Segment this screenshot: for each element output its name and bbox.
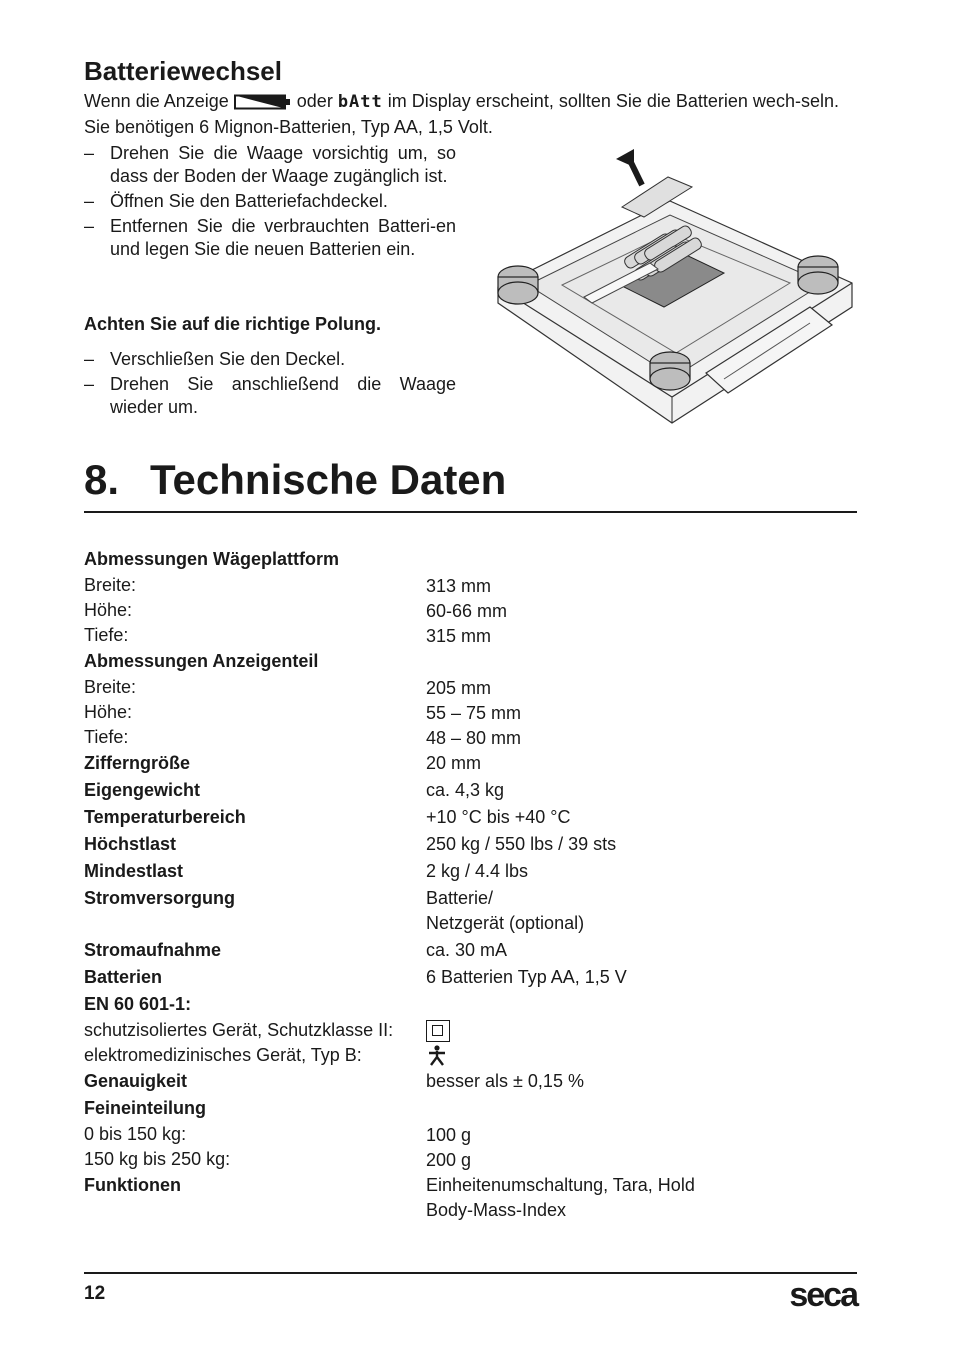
battery-low-icon xyxy=(234,94,292,110)
step-dash: – xyxy=(84,374,95,394)
spec-row xyxy=(84,1043,857,1068)
polarity-note: Achten Sie auf die richtige Polung. xyxy=(84,314,382,334)
spec-value: 20 mm xyxy=(426,753,482,773)
spec-label: Breite: xyxy=(84,677,137,697)
section-number: 8. xyxy=(84,456,120,503)
spec-label: Genauigkeit xyxy=(84,1071,188,1091)
footer-divider xyxy=(84,1272,857,1274)
spec-row xyxy=(84,573,857,598)
lcd-batt-text: bAtt xyxy=(337,92,383,112)
page-number: 12 xyxy=(84,1283,106,1304)
spec-label: EN 60 601-1: xyxy=(84,994,192,1014)
spec-label: Höhe: xyxy=(84,600,133,620)
spec-row xyxy=(84,1122,857,1147)
spec-row xyxy=(84,1147,857,1172)
spec-label: Breite: xyxy=(84,575,137,595)
spec-row xyxy=(84,937,857,964)
spec-label: Abmessungen Anzeigenteil xyxy=(84,651,319,671)
spec-value: 250 kg / 550 lbs / 39 sts xyxy=(426,834,617,854)
spec-label: elektromedizinisches Gerät, Typ B: xyxy=(84,1045,362,1065)
spec-value: ca. 4,3 kg xyxy=(426,780,505,800)
spec-value xyxy=(426,1018,450,1044)
battery-section-title: Batteriewechsel xyxy=(84,56,282,86)
step-text: Verschließen Sie den Deckel. xyxy=(110,349,346,369)
spec-row xyxy=(84,648,857,675)
spec-row xyxy=(84,1095,857,1122)
spec-value: +10 °C bis +40 °C xyxy=(426,807,571,827)
spec-row xyxy=(84,804,857,831)
spec-value: 315 mm xyxy=(426,626,492,646)
spec-label: schutzisoliertes Gerät, Schutzklasse II: xyxy=(84,1020,394,1040)
seca-logo: seca xyxy=(789,1276,857,1314)
section-divider xyxy=(84,511,857,513)
spec-row xyxy=(84,964,857,991)
spec-value xyxy=(426,1043,448,1069)
step-dash: – xyxy=(84,349,95,369)
spec-row xyxy=(84,1018,857,1043)
spec-value: 55 – 75 mm xyxy=(426,703,522,723)
step-text: Öffnen Sie den Batteriefachdeckel. xyxy=(110,191,388,211)
spec-row xyxy=(84,750,857,777)
spec-row xyxy=(84,598,857,623)
spec-row xyxy=(84,831,857,858)
spec-row xyxy=(84,1068,857,1095)
spec-row xyxy=(84,700,857,725)
spec-label: Funktionen xyxy=(84,1175,181,1195)
intro-text-1: Wenn die Anzeige xyxy=(84,91,234,111)
spec-label: Tiefe: xyxy=(84,727,129,747)
spec-label: Mindestlast xyxy=(84,861,184,881)
spec-label: 0 bis 150 kg: xyxy=(84,1124,187,1144)
battery-steps-list-2 xyxy=(84,348,456,421)
spec-label: Feineinteilung xyxy=(84,1098,207,1118)
spec-label: Höchstlast xyxy=(84,834,177,854)
spec-row xyxy=(84,1172,857,1224)
step-dash: – xyxy=(84,216,95,236)
intro-text-2: oder xyxy=(291,91,338,111)
step-text: Entfernen Sie die verbrauchten Batteri-en und legen Sie die neuen Batterien ein. xyxy=(110,216,456,259)
spec-value: 2 kg / 4.4 lbs xyxy=(426,861,529,881)
spec-value: 313 mm xyxy=(426,576,492,596)
spec-value: 205 mm xyxy=(426,678,492,698)
manual-page xyxy=(84,0,857,1352)
spec-table xyxy=(84,546,857,1224)
spec-row xyxy=(84,858,857,885)
step-item xyxy=(84,215,456,261)
spec-label: Zifferngröße xyxy=(84,753,190,773)
step-dash: – xyxy=(84,191,95,211)
spec-label: Tiefe: xyxy=(84,625,129,645)
spec-label: Stromaufnahme xyxy=(84,940,222,960)
intro-text-3: im Display erscheint, sollten Sie die Batterien wech-seln. Sie benötigen 6 Mignon-Batterien, Typ AA, 1,5 Volt. xyxy=(84,91,839,137)
spec-label: 150 kg bis 250 kg: xyxy=(84,1149,231,1169)
spec-value: 200 g xyxy=(426,1150,472,1170)
spec-row xyxy=(84,546,857,573)
battery-intro xyxy=(84,89,857,140)
step-item xyxy=(84,373,456,419)
scale-underside-illustration xyxy=(492,145,858,425)
spec-label: Batterien xyxy=(84,967,163,987)
spec-label: Eigengewicht xyxy=(84,780,201,800)
spec-row xyxy=(84,991,857,1018)
spec-value: Einheitenumschaltung, Tara, Hold Body-Mass-Index xyxy=(426,1175,695,1220)
spec-value: 6 Batterien Typ AA, 1,5 V xyxy=(426,967,627,987)
section-title: Technische Daten xyxy=(150,456,507,503)
step-item xyxy=(84,142,456,188)
step-dash: – xyxy=(84,143,95,163)
step-text: Drehen Sie die Waage vorsichtig um, so dass der Boden der Waage zugänglich ist. xyxy=(110,143,456,186)
type-b-applied-part-icon xyxy=(426,1044,448,1066)
spec-value: besser als ± 0,15 % xyxy=(426,1071,584,1091)
spec-row xyxy=(84,725,857,750)
spec-row xyxy=(84,623,857,648)
spec-row xyxy=(84,675,857,700)
spec-value: 48 – 80 mm xyxy=(426,728,522,748)
spec-value: ca. 30 mA xyxy=(426,940,508,960)
spec-row xyxy=(84,885,857,937)
step-item xyxy=(84,348,456,371)
section-heading xyxy=(84,456,506,504)
battery-steps-list xyxy=(84,142,456,263)
protection-class-ii-icon xyxy=(426,1020,450,1042)
step-text: Drehen Sie anschließend die Waage wieder um. xyxy=(110,374,456,417)
spec-row xyxy=(84,777,857,804)
step-item xyxy=(84,190,456,213)
spec-label: Abmessungen Wägeplattform xyxy=(84,549,340,569)
spec-label: Stromversorgung xyxy=(84,888,236,908)
spec-value: Batterie/ Netzgerät (optional) xyxy=(426,888,585,933)
spec-value: 60-66 mm xyxy=(426,601,508,621)
spec-value: 100 g xyxy=(426,1125,472,1145)
spec-label: Temperaturbereich xyxy=(84,807,246,827)
spec-label: Höhe: xyxy=(84,702,133,722)
